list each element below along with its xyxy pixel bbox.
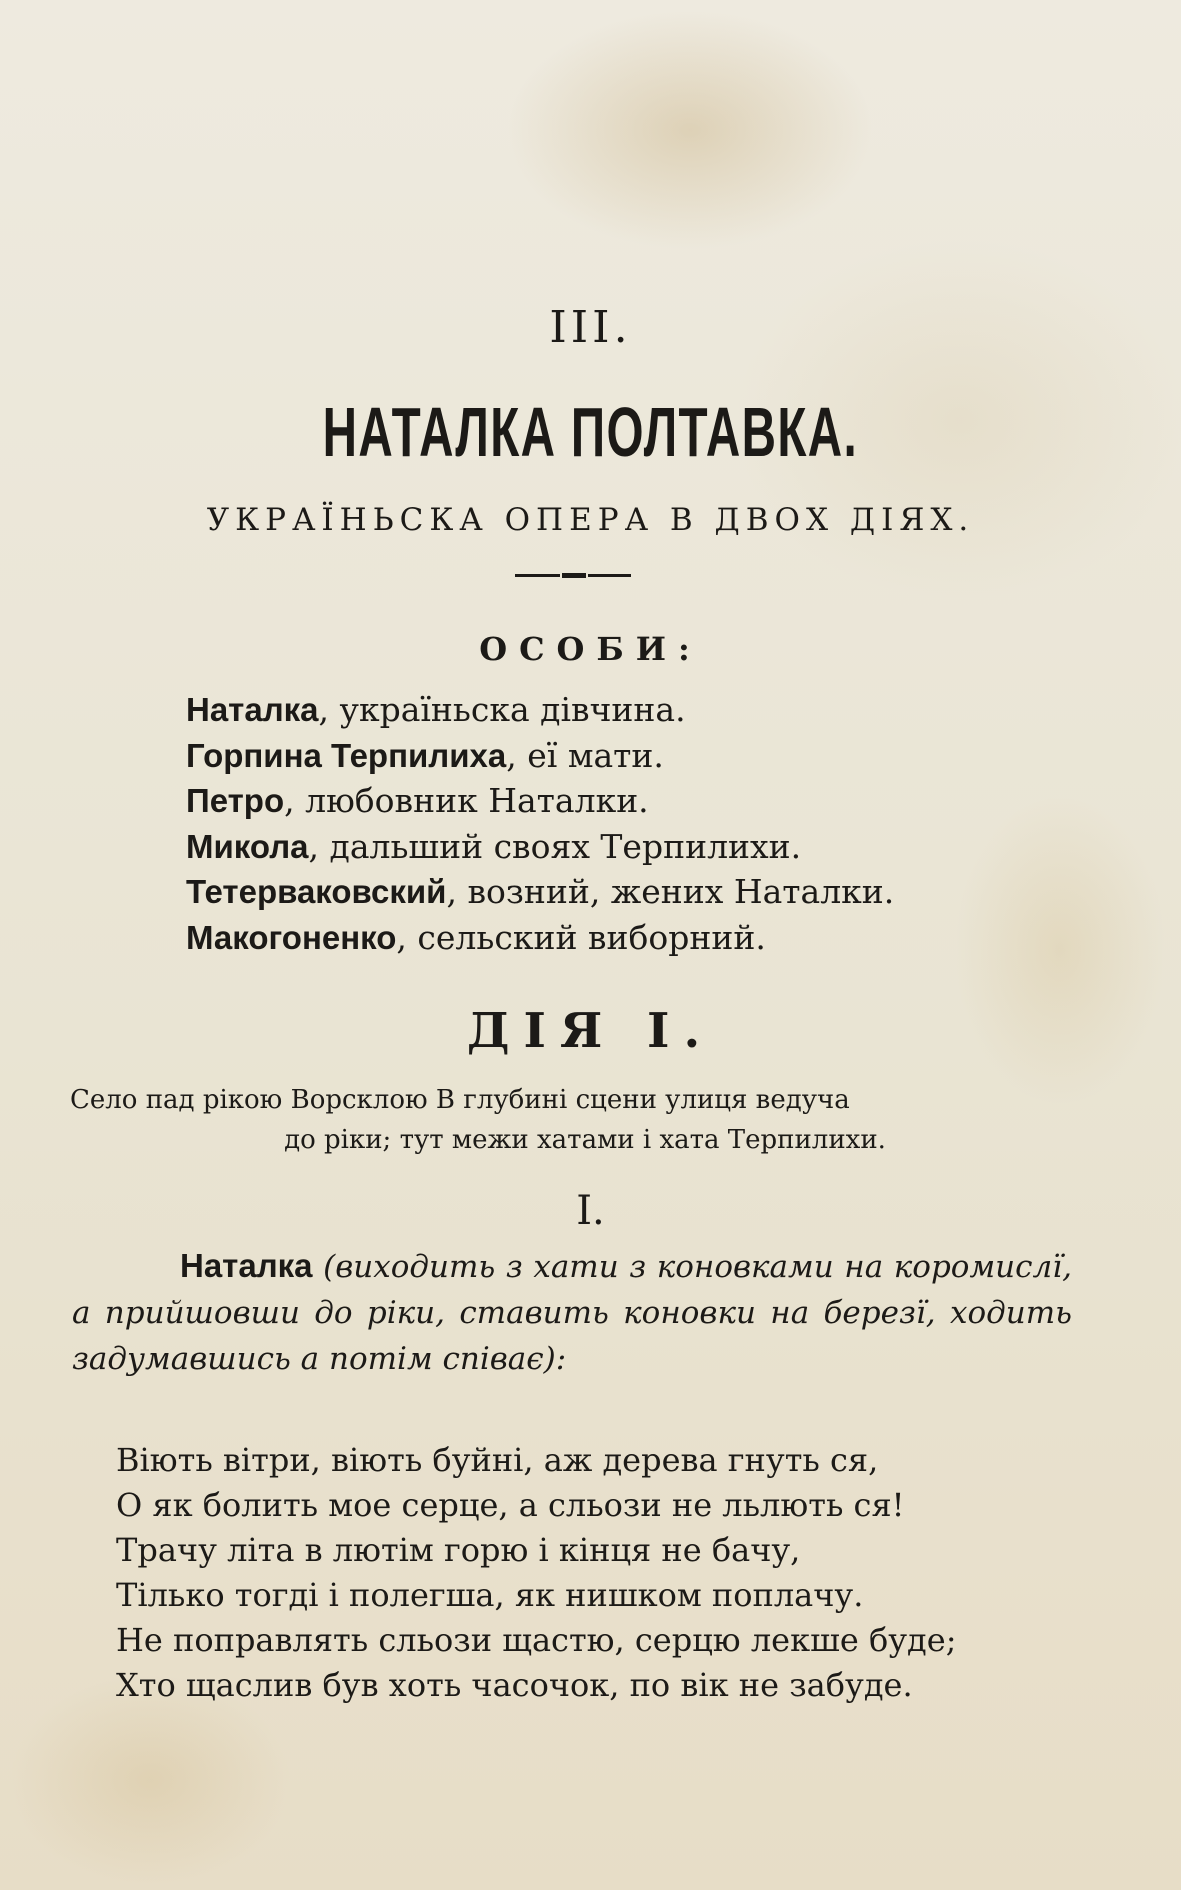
song-verse (116, 1438, 956, 1708)
verse-line: Тілько тогді і полегша, як нишком поплачу. (116, 1576, 864, 1614)
character-description: , еї мати. (506, 735, 664, 775)
character-description: , любовник Наталки. (284, 781, 649, 820)
divider (562, 573, 586, 578)
act-heading: ДІЯ I. (466, 1003, 715, 1059)
verse-line: Трачу літа в лютім горю і кінця не бачу, (116, 1531, 801, 1569)
stage-setting (70, 1080, 1070, 1160)
scene-number: I. (576, 1188, 605, 1234)
cast-item (186, 733, 894, 779)
page-subtitle: УКРАЇНЬСКА ОПЕРА В ДВОХ ДІЯХ. (206, 502, 975, 538)
stage-direction (72, 1243, 1072, 1382)
character-name: Микола (186, 827, 309, 865)
character-name: Горпина Терпилиха (186, 736, 507, 774)
cast-item (186, 778, 894, 824)
verse-line: Не поправлять сльози щастю, серцю лекше буде; (116, 1621, 957, 1659)
cast-item (186, 869, 894, 915)
cast-heading: ОСОБИ: (479, 630, 702, 668)
verse-line: Хто щаслив був хоть часочок, по вік не забуде. (116, 1666, 913, 1704)
cast-item (186, 824, 894, 870)
page-title: НАТАЛКА ПОЛТАВКА. (322, 393, 859, 471)
setting-line: Село пад рікою Ворсклою В глубині сцени улиця ведуча (70, 1085, 850, 1115)
character-name: Петро (186, 782, 285, 819)
character-name: Тетерваковский (186, 873, 447, 910)
chapter-number: III. (549, 302, 632, 353)
setting-line: до ріки; тут межи хатами і хата Терпилихи. (284, 1125, 886, 1155)
character-name: Макогоненко (186, 918, 397, 956)
divider (515, 574, 560, 577)
cast-item (186, 915, 894, 961)
cast-list (186, 687, 894, 960)
character-description: , возний, жених Наталки. (446, 872, 895, 911)
character-description: , україньска дівчина. (318, 690, 686, 729)
cast-item (186, 687, 894, 733)
character-name: Наталка (186, 691, 319, 728)
divider (588, 574, 631, 577)
verse-line: О як болить мое серце, а сльози не льлють ся! (116, 1486, 905, 1524)
verse-line: Віють вітри, віють буйні, аж дерева гнуть ся, (116, 1441, 879, 1479)
character-description: , сельский виборний. (396, 917, 766, 957)
speaker-name: Наталка (180, 1247, 313, 1284)
direction-text: (виходить з хати з коновками на коромислї, а прийшовши до ріки, ставить коновки на березї, ходить задумавшись а потім співає): (72, 1249, 1072, 1377)
character-description: , дальший своях Терпилихи. (308, 826, 802, 866)
